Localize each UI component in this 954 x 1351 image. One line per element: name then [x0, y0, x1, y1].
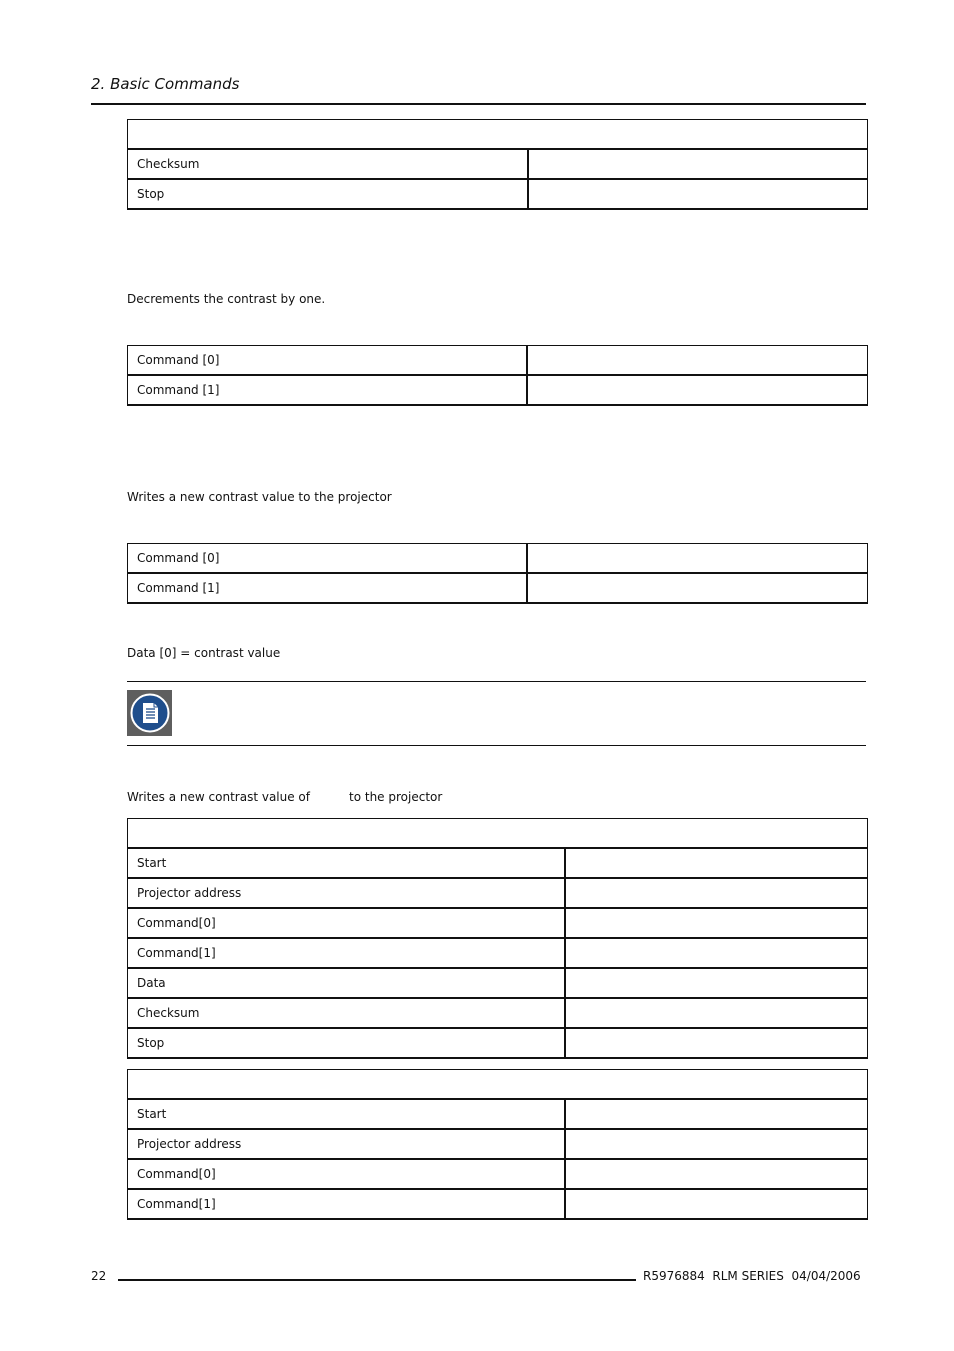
row-label: Start: [128, 1099, 565, 1129]
command-table: [127, 543, 868, 604]
table-row: [128, 878, 868, 908]
page-number: 22: [91, 1269, 107, 1283]
example-suffix: to the projector: [349, 790, 443, 804]
table-row: [128, 346, 868, 376]
section-description: Decrements the contrast by one.: [127, 292, 326, 306]
row-label: Command [1]: [128, 375, 527, 405]
note-top-divider: [127, 681, 866, 682]
row-label: Start: [128, 848, 565, 878]
command-table: [127, 119, 868, 210]
table-row: [128, 968, 868, 998]
header-divider: [91, 103, 866, 105]
table-header-cell: [128, 120, 868, 150]
row-value: [565, 1099, 868, 1129]
row-value: [565, 1129, 868, 1159]
table-row: [128, 149, 868, 179]
row-label: Command [1]: [128, 573, 527, 603]
row-value: [528, 179, 868, 209]
row-value: [565, 1159, 868, 1189]
table-row: [128, 1159, 868, 1189]
example-description: [127, 790, 442, 804]
row-label: Projector address: [128, 878, 565, 908]
table-row: [128, 938, 868, 968]
row-value: [527, 375, 868, 405]
row-value: [527, 346, 868, 376]
table-row: [128, 908, 868, 938]
table-row: [128, 179, 868, 209]
table-header-row: [128, 1070, 868, 1100]
table-row: [128, 375, 868, 405]
row-value: [565, 878, 868, 908]
table-row: [128, 1129, 868, 1159]
row-value: [528, 149, 868, 179]
table-header-row: [128, 819, 868, 849]
row-label: Command [0]: [128, 346, 527, 376]
row-value: [565, 1028, 868, 1058]
row-value: [565, 1189, 868, 1219]
table-header-cell: [128, 1070, 868, 1100]
row-value: [565, 938, 868, 968]
row-value: [527, 573, 868, 603]
row-value: [565, 968, 868, 998]
footer-divider: [118, 1279, 636, 1281]
table-row: [128, 848, 868, 878]
table-row: [128, 573, 868, 603]
command-table: [127, 1069, 868, 1220]
row-value: [527, 544, 868, 574]
row-label: Stop: [128, 179, 528, 209]
row-value: [565, 998, 868, 1028]
row-label: Checksum: [128, 998, 565, 1028]
command-table: [127, 345, 868, 406]
note-bottom-divider: [127, 745, 866, 746]
table-header-row: [128, 120, 868, 150]
section-heading: 2. Basic Commands: [91, 75, 240, 93]
row-label: Command[1]: [128, 938, 565, 968]
row-label: Stop: [128, 1028, 565, 1058]
table-header-cell: [128, 819, 868, 849]
row-label: Command[0]: [128, 1159, 565, 1189]
example-prefix: Writes a new contrast value of: [127, 790, 310, 804]
table-row: [128, 544, 868, 574]
table-row: [128, 1099, 868, 1129]
row-label: Data: [128, 968, 565, 998]
command-table: [127, 818, 868, 1059]
note-document-icon: [127, 690, 172, 736]
row-label: Checksum: [128, 149, 528, 179]
data-note: Data [0] = contrast value: [127, 646, 281, 660]
row-label: Command[0]: [128, 908, 565, 938]
table-row: [128, 1189, 868, 1219]
row-label: Projector address: [128, 1129, 565, 1159]
section-description: Writes a new contrast value to the projector: [127, 490, 392, 504]
row-value: [565, 908, 868, 938]
table-row: [128, 998, 868, 1028]
row-value: [565, 848, 868, 878]
row-label: Command[1]: [128, 1189, 565, 1219]
document-reference: R5976884 RLM SERIES 04/04/2006: [643, 1269, 861, 1283]
table-row: [128, 1028, 868, 1058]
row-label: Command [0]: [128, 544, 527, 574]
